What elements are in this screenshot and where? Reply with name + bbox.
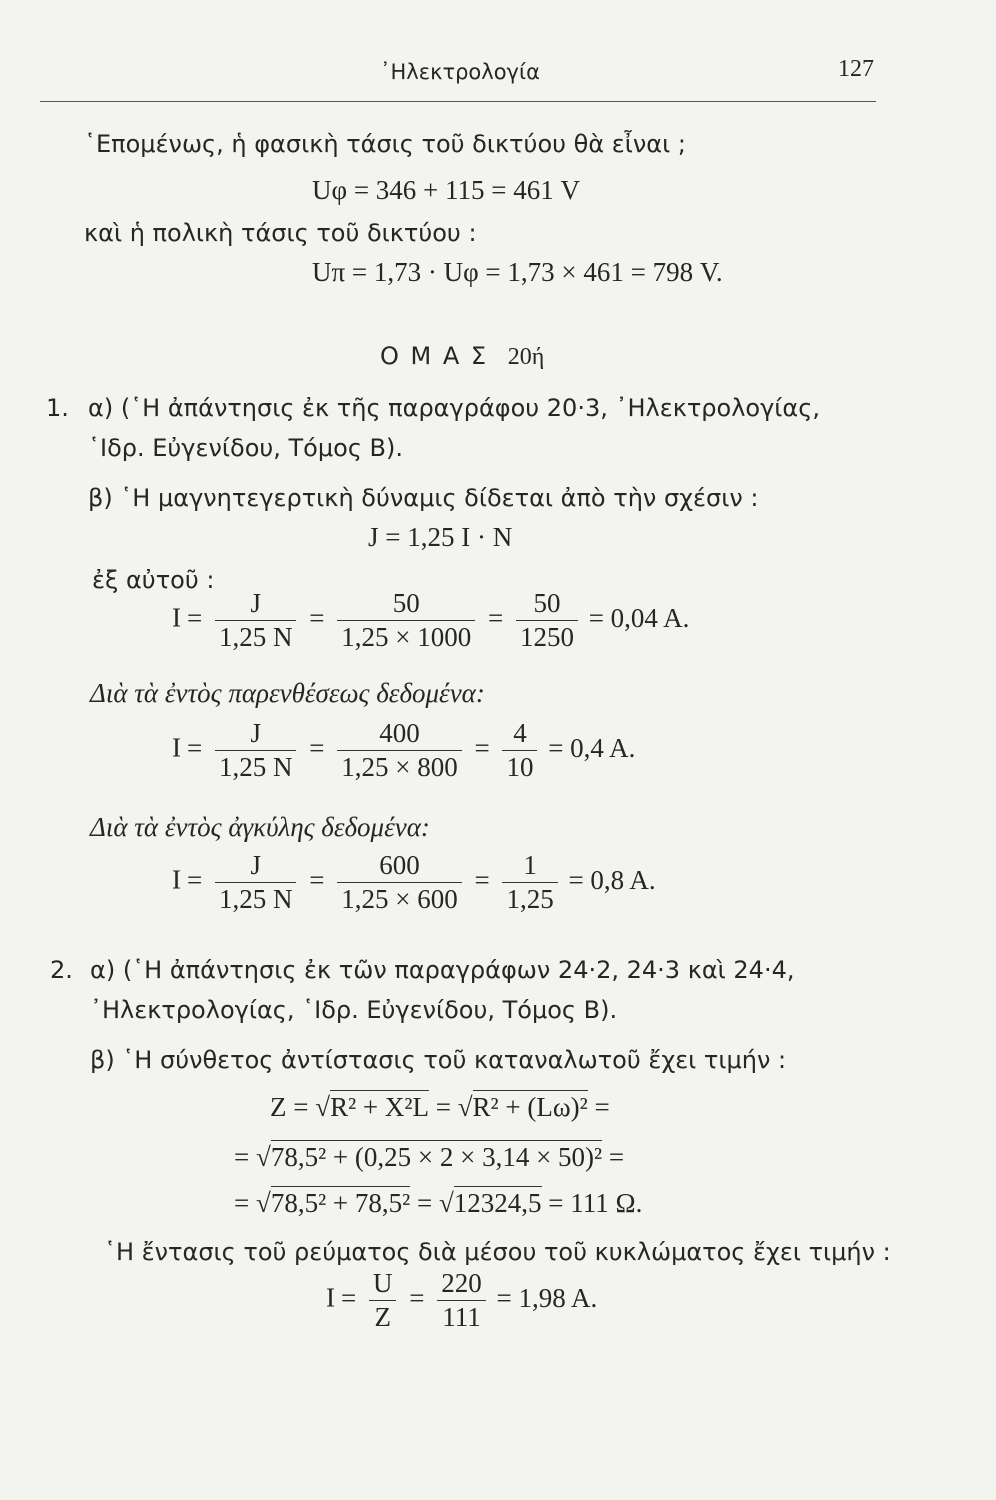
fraction-equation-3: I = $\frac{J}{1,25 N}$ = $\frac{600}{1,25 \times 600}$ = $\frac{1}{1,25}$ = 0,8 A. xyxy=(172,850,656,914)
item-1b-equation: J = 1,25 I · N xyxy=(368,522,513,552)
sqrt-numeric-3-radicand: 12324,5 xyxy=(453,1188,542,1218)
fraction-3a-denominator: 1,25 N xyxy=(218,884,293,914)
fraction-1b xyxy=(337,590,475,651)
fraction-3a xyxy=(215,852,297,913)
impedance-eq2-end: = xyxy=(602,1142,625,1172)
fraction-1b-denominator: 1,25 × 1000 xyxy=(341,622,472,652)
current-line: ῾Η ἔντασις τοῦ ρεύματος διὰ μέσου τοῦ κυκλώματος ἔχει τιμήν : xyxy=(104,1238,891,1266)
fraction-4b xyxy=(437,1270,486,1331)
group-number: 20ή xyxy=(507,344,545,370)
item-1a-line-2: ῾Ιδρ. Εὐγενίδου, Τόμος Β). xyxy=(88,434,403,462)
fraction-3a-numerator: J xyxy=(215,852,297,883)
impedance-eq2-start: = xyxy=(234,1142,256,1172)
intro-equation-2: Uπ = 1,73 · Uφ = 1,73 × 461 = 798 V. xyxy=(312,257,723,287)
fraction-4a xyxy=(369,1270,397,1331)
fraction-3b-denominator: 1,25 × 600 xyxy=(341,884,458,914)
running-header-title: ᾿Ηλεκτρολογία xyxy=(380,60,540,84)
fraction-3c-numerator: 1 xyxy=(502,852,557,883)
intro-line-2: καὶ ἡ πολικὴ τάσις τοῦ δικτύου : xyxy=(84,219,477,247)
header-rule xyxy=(40,101,876,102)
fraction-4a-numerator: U xyxy=(369,1270,397,1301)
fraction-2b xyxy=(337,720,461,781)
fraction-4a-denominator: Z xyxy=(374,1302,391,1332)
item-2b-line: β) ῾Η σύνθετος ἀντίστασις τοῦ καταναλωτοῦ ἔχει τιμήν : xyxy=(90,1046,787,1074)
sqrt-numeric-1: √78,5² + (0,25 × 2 × 3,14 × 50)² xyxy=(255,1142,603,1172)
fraction-2b-denominator: 1,25 × 800 xyxy=(341,752,458,782)
fraction-equation-1: I = $\frac{J}{1,25 N}$ = $\frac{50}{1,25 \times 1000}$ = $\frac{50}{1250}$ = 0,04 A. xyxy=(172,588,690,652)
item-2a-line-2: ᾿Ηλεκτρολογίας, ῾Ιδρ. Εὐγενίδου, Τόμος Β). xyxy=(90,996,618,1024)
fraction-3c-denominator: 1,25 xyxy=(506,884,554,914)
fraction-3-result: = 0,8 A. xyxy=(568,864,656,895)
fraction-1-result: = 0,04 A. xyxy=(588,602,690,633)
fraction-2a xyxy=(215,720,297,781)
intro-equation-1: Uφ = 346 + 115 = 461 V xyxy=(312,175,581,205)
fraction-equation-4: I = $\frac{U}{Z}$ = $\frac{220}{111}$ = 1,98 A. xyxy=(326,1268,598,1332)
fraction-1a xyxy=(215,590,297,651)
fraction-3c xyxy=(502,852,557,913)
sqrt-numeric-2: √78,5² + 78,5² xyxy=(255,1188,411,1218)
fraction-3b xyxy=(337,852,461,913)
item-1-from-it: ἐξ αὐτοῦ : xyxy=(92,566,215,594)
fraction-4b-numerator: 220 xyxy=(437,1270,486,1301)
impedance-eq3-start: = xyxy=(234,1188,256,1218)
item-1-number: 1. xyxy=(46,394,69,422)
fraction-4b-denominator: 111 xyxy=(442,1302,481,1332)
item-1b-line: β) ῾Η μαγνητεγερτικὴ δύναμις δίδεται ἀπὸ τὴν σχέσιν : xyxy=(88,484,759,512)
item-2-number: 2. xyxy=(50,956,73,984)
fraction-2c-numerator: 4 xyxy=(502,720,537,751)
page-number: 127 xyxy=(838,56,874,82)
fraction-2c-denominator: 10 xyxy=(506,752,534,782)
fraction-1c-numerator: 50 xyxy=(516,590,578,621)
fraction-2a-numerator: J xyxy=(215,720,297,751)
impedance-eq3-mid: = xyxy=(410,1188,439,1218)
sqrt-r-lw-radicand: R² + (Lω)² xyxy=(472,1092,588,1122)
fraction-1c xyxy=(516,590,578,651)
bracket-data-label: Διὰ τὰ ἐντὸς ἀγκύλης δεδομένα: xyxy=(90,812,430,842)
fraction-4-result: = 1,98 A. xyxy=(496,1282,598,1313)
item-1a-line-1: α) (῾Η ἀπάντησις ἐκ τῆς παραγράφου 20·3, ᾿Ηλεκτρολογίας, xyxy=(88,394,820,422)
parenthesis-data-label: Διὰ τὰ ἐντὸς παρενθέσεως δεδομένα: xyxy=(90,678,485,708)
group-heading xyxy=(380,342,544,371)
impedance-equation-3 xyxy=(234,1190,642,1217)
sqrt-r-xl-radicand: R² + X²L xyxy=(330,1092,429,1122)
sqrt-numeric-2-radicand: 78,5² + 78,5² xyxy=(270,1188,411,1218)
impedance-eq3-end: = 111 Ω. xyxy=(541,1188,643,1218)
fraction-2c xyxy=(502,720,537,781)
impedance-eq1-end: = xyxy=(587,1092,610,1122)
fraction-2a-denominator: 1,25 N xyxy=(218,752,293,782)
impedance-eq1-mid: = xyxy=(428,1092,458,1122)
intro-line-1: ῾Επομένως, ἡ φασικὴ τάσις τοῦ δικτύου θὰ εἶναι ; xyxy=(84,130,686,158)
fraction-1a-denominator: 1,25 N xyxy=(218,622,293,652)
fraction-equation-2: I = $\frac{J}{1,25 N}$ = $\frac{400}{1,25 \times 800}$ = $\frac{4}{10}$ = 0,4 A. xyxy=(172,718,636,782)
sqrt-r-xl: √R² + X²L xyxy=(315,1092,429,1122)
fraction-1c-denominator: 1250 xyxy=(519,622,574,652)
fraction-3b-numerator: 600 xyxy=(337,852,461,883)
fraction-1a-numerator: J xyxy=(215,590,297,621)
impedance-lhs: Z = xyxy=(270,1092,316,1122)
impedance-equation-1 xyxy=(270,1094,610,1121)
sqrt-numeric-1-radicand: 78,5² + (0,25 × 2 × 3,14 × 50)² xyxy=(270,1142,603,1172)
item-2a-line-1: α) (῾Η ἀπάντησις ἐκ τῶν παραγράφων 24·2, 24·3 καὶ 24·4, xyxy=(90,956,795,984)
sqrt-numeric-3: √12324,5 xyxy=(438,1188,542,1218)
impedance-equation-2 xyxy=(234,1144,624,1171)
fraction-1b-numerator: 50 xyxy=(337,590,475,621)
group-title: Ο Μ Α Σ xyxy=(380,342,489,370)
fraction-2b-numerator: 400 xyxy=(337,720,461,751)
fraction-2-result: = 0,4 A. xyxy=(548,732,636,763)
sqrt-r-lw: √R² + (Lω)² xyxy=(457,1092,588,1122)
